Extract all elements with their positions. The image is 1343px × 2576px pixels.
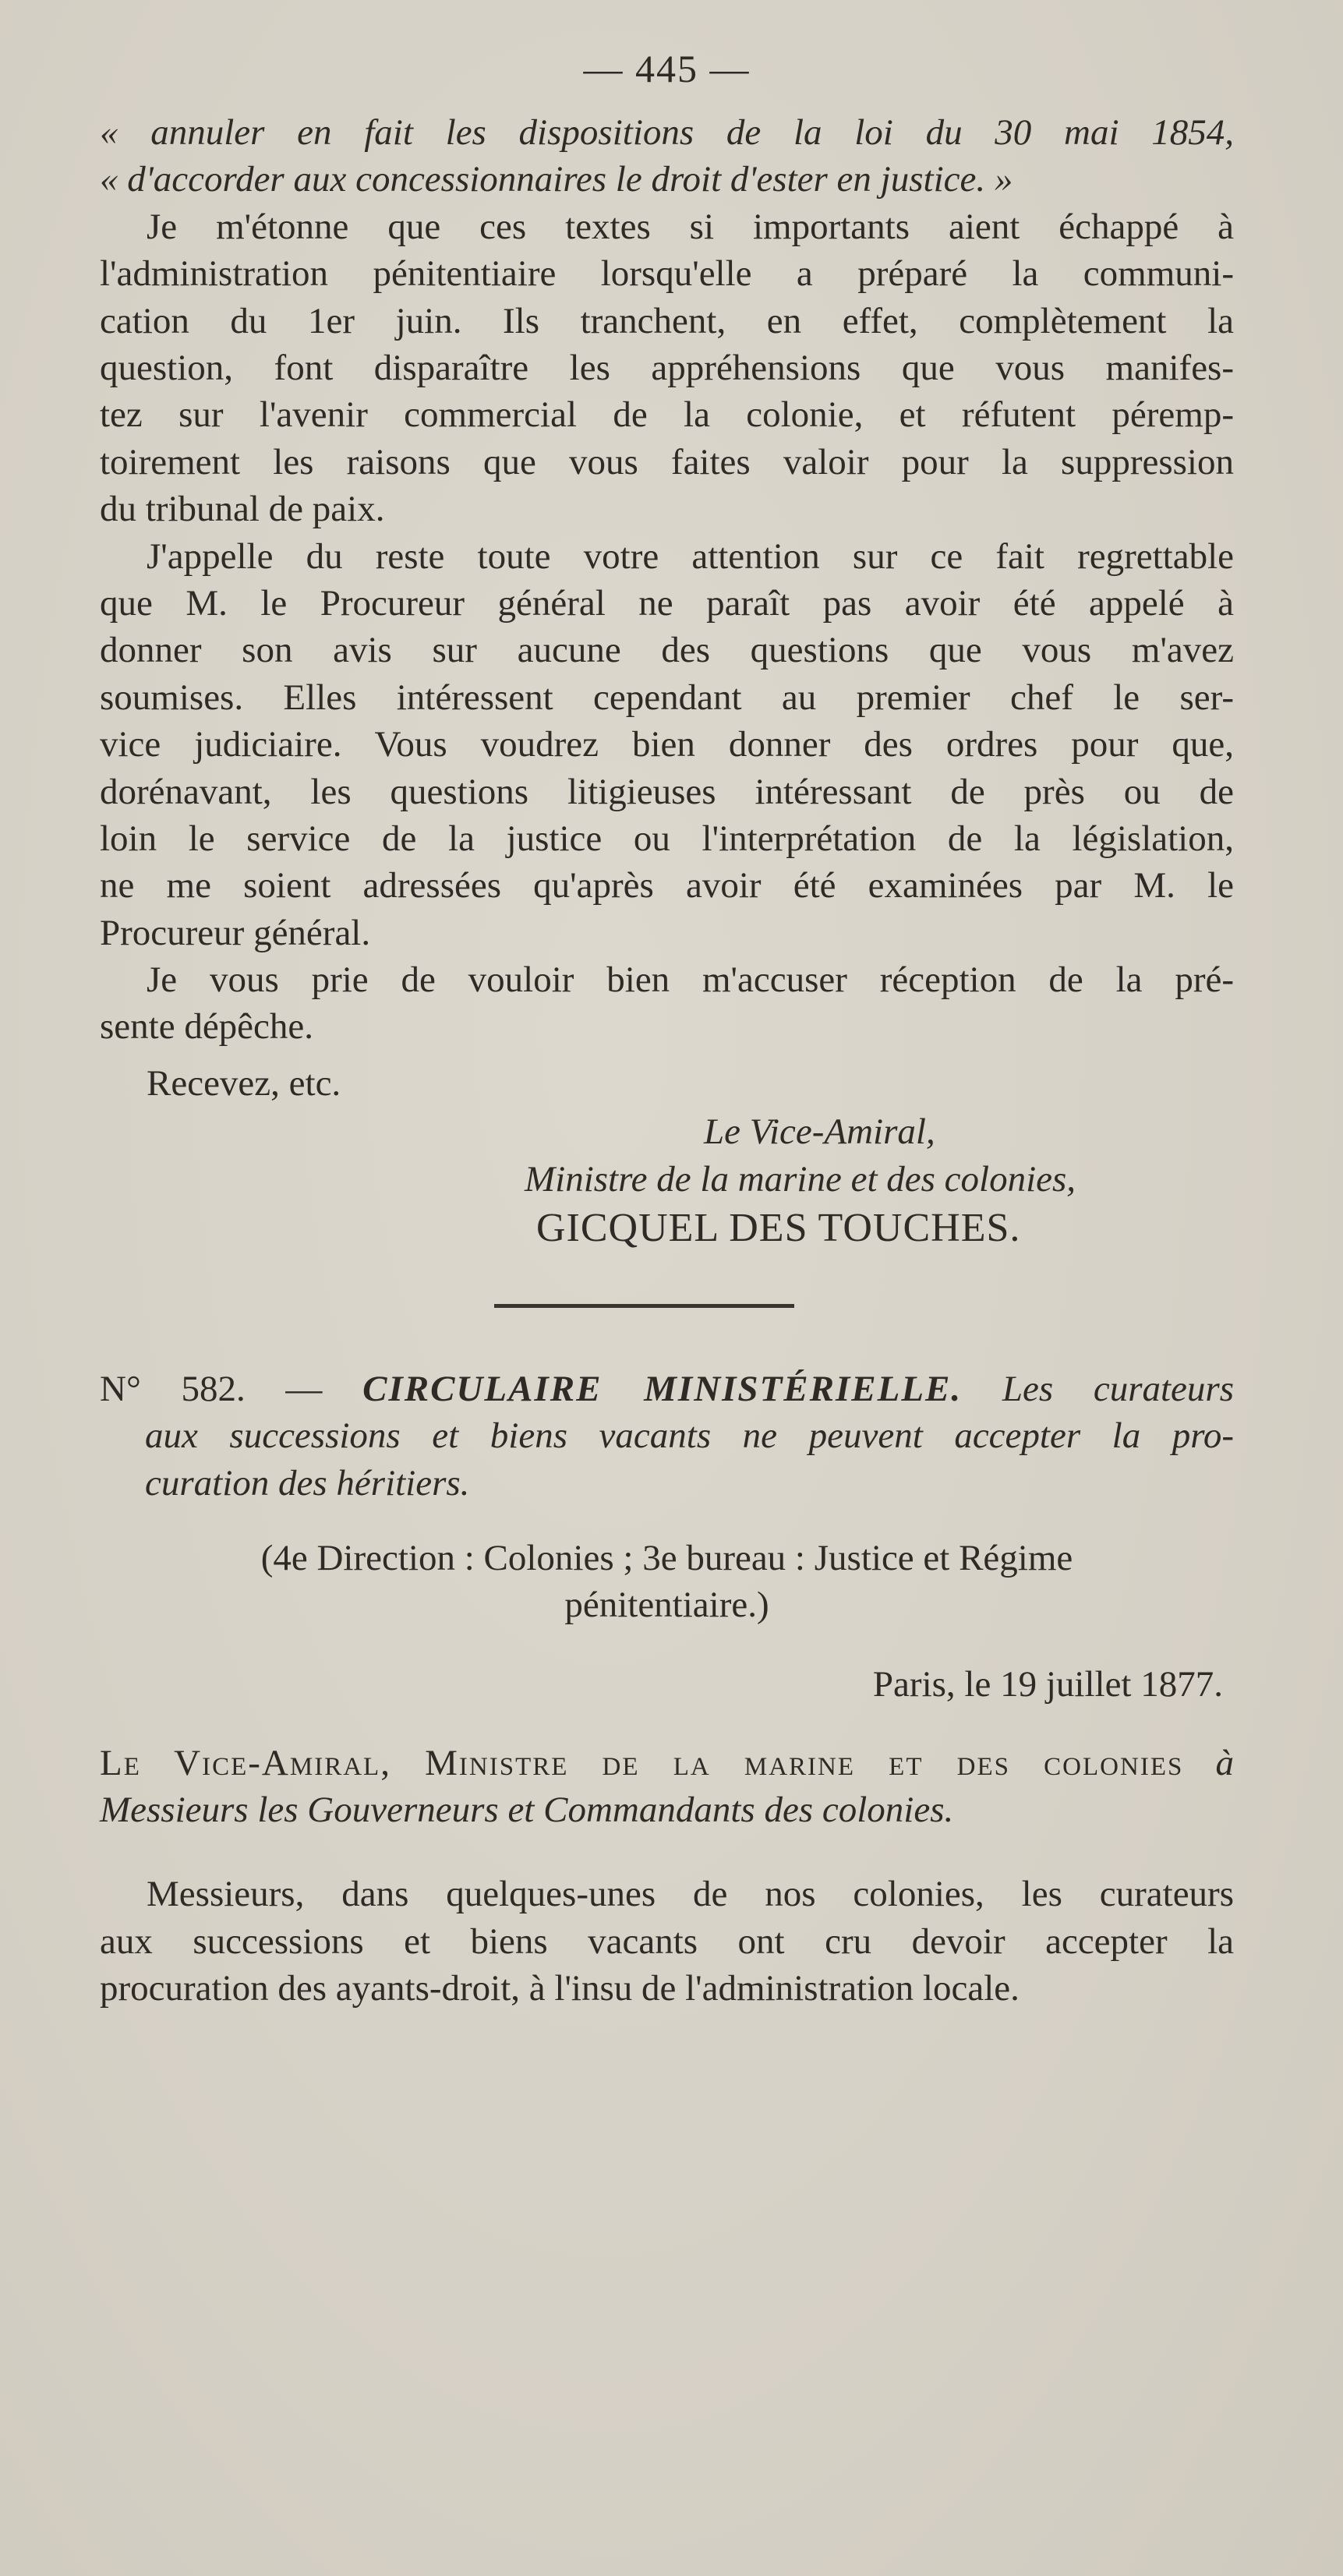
text-line: Procureur général.	[100, 912, 371, 953]
text-line: sente dépêche.	[100, 1006, 314, 1048]
circular-direction	[100, 1535, 1234, 1628]
circular-summary: aux successions et biens vacants ne peuvent accepter la pro-	[145, 1415, 1234, 1457]
text-line: Messieurs, dans quelques-unes de nos colonies, les curateurs	[147, 1874, 1234, 1915]
text-line: question, font disparaître les appréhensions que vous manifes-	[100, 347, 1234, 388]
circular-number: N° 582. —	[100, 1369, 323, 1410]
text-line: aux successions et biens vacants ont cru devoir accepter la	[100, 1921, 1234, 1962]
text-line: cation du 1er juin. Ils tranchent, en effet, complètement la	[100, 300, 1234, 341]
text-line: loin le service de la justice ou l'interprétation de la législation,	[100, 818, 1234, 859]
paragraph-attention	[100, 533, 1234, 957]
text-line: Je m'étonne que ces textes si importants aient échappé à	[147, 206, 1234, 247]
text-line: que M. le Procureur général ne paraît pas avoir été appelé à	[100, 582, 1234, 624]
text-line: J'appelle du reste toute votre attention sur ce fait regrettable	[147, 535, 1234, 577]
circular-body	[100, 1871, 1234, 2012]
text-line: toirement les raisons que vous faites valoir pour la suppression	[100, 441, 1234, 482]
paragraph-textes	[100, 203, 1234, 533]
direction-line: (4e Direction : Colonies ; 3e bureau : Justice et Régime	[260, 1538, 1073, 1579]
signature-title: Le Vice-Amiral,	[704, 1111, 935, 1153]
circular-title: CIRCULAIRE MINISTÉRIELLE.	[362, 1369, 963, 1410]
quote-line: « d'accorder aux concessionnaires le droit d'ester en justice. »	[100, 159, 1013, 200]
circular-summary: Les curateurs	[1002, 1369, 1234, 1410]
text-line: procuration des ayants-droit, à l'insu de l'administration locale.	[100, 1968, 1020, 2009]
signature-block	[100, 1108, 1234, 1254]
direction-line: pénitentiaire.)	[564, 1585, 769, 1626]
circular-to-prep: à	[1215, 1742, 1234, 1783]
page-number: — 445 —	[583, 47, 751, 90]
signature-name: GICQUEL DES TOUCHES.	[536, 1206, 1021, 1251]
text-line: du tribunal de paix.	[100, 489, 385, 530]
text-line: ne me soient adressées qu'après avoir été examinées par M. le	[100, 865, 1234, 906]
text-line: dorénavant, les questions litigieuses intéressant de près ou de	[100, 771, 1234, 812]
quote-line: « annuler en fait les dispositions de la loi du 30 mai 1854,	[100, 112, 1234, 153]
text-line: donner son avis sur aucune des questions que vous m'avez	[100, 630, 1234, 671]
closing-formula: Recevez, etc.	[147, 1062, 341, 1104]
circular-heading	[100, 1366, 1234, 1507]
circular-date: Paris, le 19 juillet 1877.	[872, 1664, 1223, 1705]
text-line: soumises. Elles intéressent cependant au premier chef le ser-	[100, 677, 1234, 718]
paragraph-reception	[100, 956, 1234, 1051]
text-line: Je vous prie de vouloir bien m'accuser réception de la pré-	[147, 959, 1234, 1001]
circular-from: Le Vice-Amiral, Ministre de la marine et des colonies	[100, 1742, 1184, 1783]
text-line: vice judiciaire. Vous voudrez bien donner des ordres pour que,	[100, 724, 1234, 765]
section-divider	[494, 1304, 794, 1308]
signature-title: Ministre de la marine et des colonies,	[525, 1158, 1076, 1200]
circular-to: Messieurs les Gouverneurs et Commandants des colonies.	[100, 1790, 954, 1831]
circular-summary: curation des héritiers.	[145, 1462, 470, 1504]
text-line: tez sur l'avenir commercial de la colonie, et réfutent péremp-	[100, 394, 1234, 436]
circular-address	[100, 1740, 1234, 1834]
text-line: l'administration pénitentiaire lorsqu'elle a préparé la communi-	[100, 253, 1234, 295]
